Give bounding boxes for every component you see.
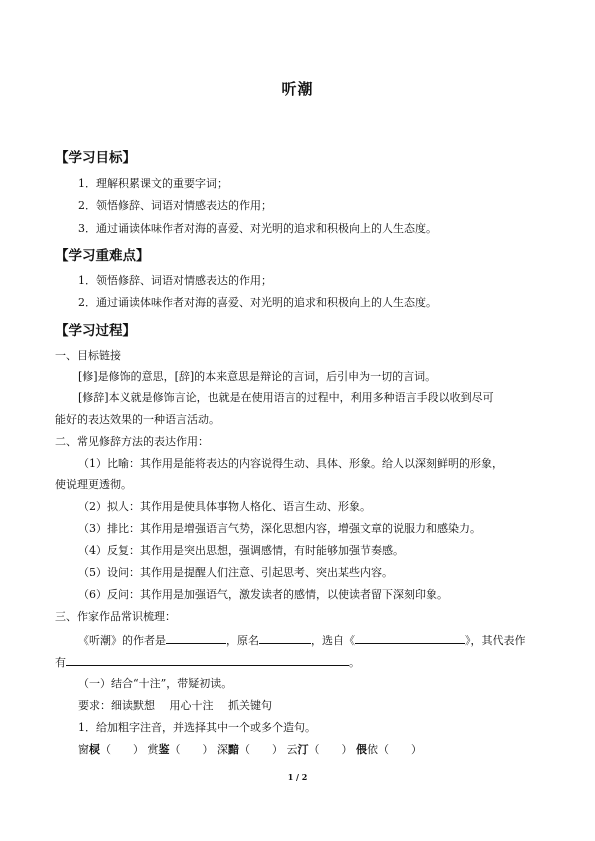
- word-prefix: 窗: [78, 743, 89, 756]
- page-number: 1 / 2: [287, 772, 308, 782]
- section-1-title: 一、目标链接: [55, 349, 121, 362]
- question-1: 1．给加粗字注音，并选择其中一个或多个造句。: [78, 721, 316, 734]
- question-text: 》，其代表作: [465, 634, 526, 647]
- bold-character: 黯: [228, 743, 239, 756]
- pinyin-word: [287, 743, 353, 756]
- goals-item-3: 3．通过诵读体味作者对海的喜爱、对光明的追求和积极向上的人生态度。: [78, 222, 437, 235]
- section-3-title: 三、作家作品常识梳理：: [55, 610, 176, 623]
- pinyin-word: [356, 743, 422, 756]
- source-blank[interactable]: [355, 632, 465, 644]
- question-text: 有: [55, 656, 66, 669]
- section-1-paragraph-2a: [修辞]本义就是修饰言论，也就是在使用语言的过程中，利用多种语言手段以收到尽可: [78, 391, 494, 404]
- goals-item-1: 1．理解积累课文的重要字词；: [78, 177, 228, 190]
- question-text: 《听潮》的作者是: [78, 634, 166, 647]
- pinyin-blank[interactable]: （ ）: [239, 743, 283, 756]
- pinyin-word: [217, 743, 283, 756]
- author-question-line-2: [55, 654, 360, 670]
- question-text: 。: [349, 656, 360, 669]
- rhetoric-item: （3）排比：其作用是增强语言气势，深化思想内容，增强文章的说服力和感染力。: [78, 522, 481, 535]
- rhetoric-item: （4）反复：其作用是突出思想，强调感情，有时能够加强节奏感。: [78, 544, 404, 557]
- word-prefix: 深: [217, 743, 228, 756]
- question-text: ，原名: [226, 634, 259, 647]
- rhetoric-item: （1）比喻：其作用是能将表达的内容说得生动、具体、形象。给人以深刻鲜明的形象，: [78, 457, 503, 470]
- key-point-item-2: 2．通过诵读体味作者对海的喜爱、对光明的追求和积极向上的人生态度。: [78, 296, 437, 309]
- section-1-paragraph-2b: 能好的表达效果的一种语言活动。: [55, 413, 220, 426]
- pinyin-blank[interactable]: 依（ ）: [367, 743, 422, 756]
- rhetoric-item: （6）反问：其作用是加强语气，激发读者的感情，以使读者留下深刻印象。: [78, 588, 448, 601]
- pinyin-blank[interactable]: （ ）: [169, 743, 214, 756]
- bold-character: 鉴: [158, 743, 170, 756]
- pinyin-blank[interactable]: （ ）: [308, 743, 353, 756]
- original-name-blank[interactable]: [259, 632, 311, 644]
- bold-character: 棂: [89, 743, 100, 756]
- author-question-line-1: [78, 632, 526, 648]
- process-heading: 【学习过程】: [55, 323, 136, 339]
- word-prefix: 赏: [147, 743, 159, 756]
- reading-requirements: 要求：细读默想 用心十注 抓关键句: [78, 699, 272, 712]
- goals-heading: 【学习目标】: [55, 150, 136, 166]
- key-points-heading: 【学习重难点】: [55, 248, 150, 264]
- pinyin-blank[interactable]: （ ）: [100, 743, 144, 756]
- bold-character: 汀: [297, 743, 309, 756]
- question-text: ，选自《: [311, 634, 355, 647]
- section-1-paragraph-1: [修]是修饰的意思，[辞]的本来意思是辩论的言词，后引申为一切的言词。: [78, 370, 437, 383]
- pinyin-word-row: [78, 743, 422, 757]
- pinyin-word: [78, 743, 144, 756]
- section-4-title: （一）结合“十注”，带疑初读。: [78, 677, 233, 690]
- rhetoric-item: 使说理更透彻。: [55, 478, 132, 491]
- section-2-title: 二、常见修辞方法的表达作用：: [55, 435, 209, 448]
- key-point-item-1: 1．领悟修辞、词语对情感表达的作用；: [78, 274, 272, 287]
- representative-works-blank[interactable]: [66, 654, 349, 666]
- rhetoric-item: （2）拟人：其作用是使具体事物人格化、语言生动、形象。: [78, 500, 371, 513]
- bold-character: 偎: [356, 743, 367, 756]
- page-title: 听潮: [281, 80, 314, 98]
- author-answer-blank[interactable]: [166, 632, 226, 644]
- rhetoric-item: （5）设问：其作用是提醒人们注意、引起思考、突出某些内容。: [78, 566, 393, 579]
- word-prefix: 云: [286, 743, 298, 756]
- pinyin-word: [148, 743, 214, 756]
- goals-item-2: 2．领悟修辞、词语对情感表达的作用；: [78, 199, 272, 212]
